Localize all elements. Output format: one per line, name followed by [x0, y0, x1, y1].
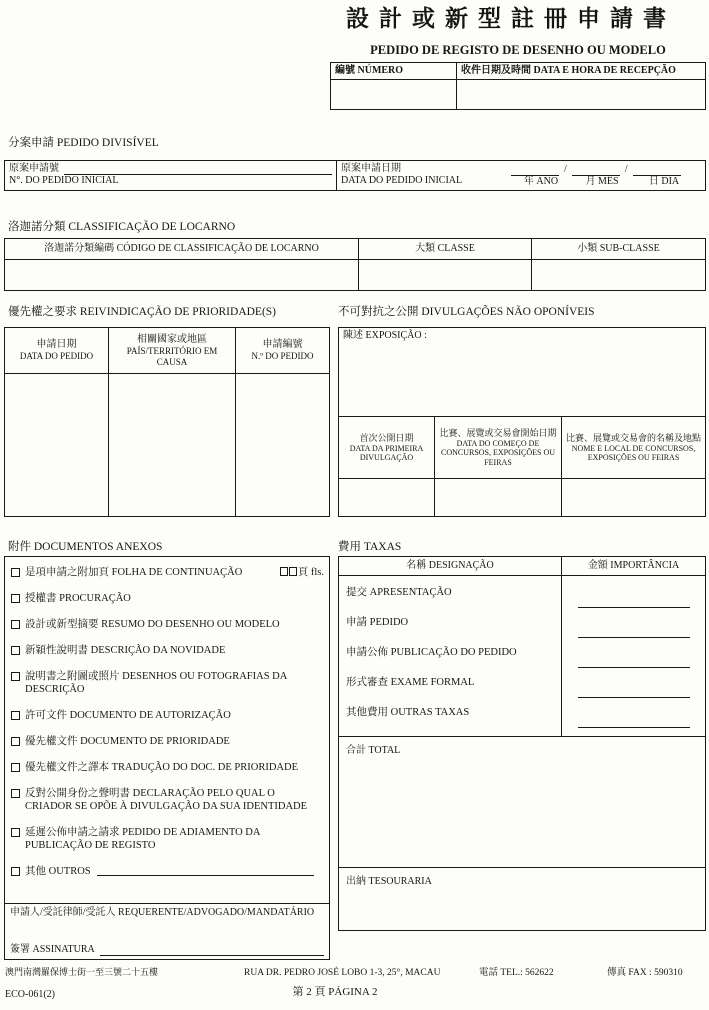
fee-amount-pedido-field[interactable]	[578, 627, 690, 638]
assinatura-field[interactable]	[100, 945, 324, 956]
anexo-item-prioridade	[11, 735, 324, 748]
anexo-item-procuracao	[11, 592, 324, 605]
fee-item-publicacao: 申請公佈 PUBLICAÇÃO DO PEDIDO	[346, 647, 517, 658]
fee-amount-slot	[562, 578, 705, 608]
outros-field[interactable]	[97, 865, 314, 876]
anexo-label: 反對公開身份之聲明書 DECLARAÇÃO PELO QUAL O CRIADOR SE OPÕE À DIVULGAÇÃO DA SUA IDENTIDADE	[25, 788, 308, 812]
locarno-subclasse-label: 小類 SUB-CLASSE	[577, 243, 660, 254]
prioridade-table	[4, 327, 330, 517]
checkbox-outros[interactable]	[11, 867, 20, 876]
requerente-box	[4, 903, 330, 960]
anexo-item-adiamento	[11, 826, 324, 852]
divulgacoes-col-primeira-zh: 首次公開日期	[359, 432, 414, 443]
form-title-pt: PEDIDO DE REGISTO DE DESENHO OU MODELO	[370, 43, 666, 57]
data-inicial-ano-field[interactable]	[511, 165, 559, 176]
anexo-item-novidade	[11, 644, 324, 657]
exposicao-area[interactable]	[339, 328, 705, 416]
anexos-heading: 附件 DOCUMENTOS ANEXOS	[8, 541, 163, 553]
nome-local-field[interactable]	[562, 479, 705, 516]
divulgacoes-col-primeira-pt: DATA DA PRIMEIRA DIVULGAÇÃO	[349, 443, 424, 462]
prioridade-col-numero-pt: N.º DO PEDIDO	[251, 351, 314, 361]
fee-amount-slot	[562, 608, 705, 638]
anexo-item-traducao	[11, 761, 324, 774]
anexo-item-autorizacao	[11, 709, 324, 722]
footer-address-pt: RUA DR. PEDRO JOSÉ LOBO 1-3, 25°, MACAU	[244, 968, 441, 978]
designacao-header: 名稱 DESIGNAÇÃO	[339, 557, 562, 575]
prioridade-col-data-zh: 申請日期	[36, 339, 77, 350]
fee-names-column	[339, 576, 562, 736]
checkbox-desenhos-fotografias[interactable]	[11, 672, 20, 681]
mes-label: 月 MÊS	[585, 176, 619, 187]
anexo-label: 優先權文件 DOCUMENTO DE PRIORIDADE	[25, 736, 230, 747]
anexo-item-outros	[11, 865, 324, 878]
data-inicial-label-pt: DATA DO PEDIDO INICIAL	[341, 175, 463, 186]
fee-item-pedido: 申請 PEDIDO	[346, 617, 409, 628]
prioridade-col-pais	[109, 328, 236, 373]
total-section[interactable]	[339, 737, 705, 868]
primeira-divulgacao-field[interactable]	[339, 479, 435, 516]
locarno-codigo-field[interactable]	[5, 260, 359, 290]
comeco-concursos-field[interactable]	[435, 479, 562, 516]
form-title-zh: 設計或新型註冊申請書	[346, 6, 676, 31]
locarno-table	[4, 238, 706, 291]
fee-amount-slot	[562, 698, 705, 728]
divulgacoes-col-nome-local	[562, 417, 705, 478]
checkbox-procuracao[interactable]	[11, 594, 20, 603]
data-inicial-mes-field[interactable]	[572, 165, 620, 176]
prioridade-col-pais-zh: 相關國家或地區	[137, 333, 207, 345]
ano-label: 年 ANO	[523, 176, 559, 187]
prioridade-pais-field[interactable]	[109, 374, 236, 516]
prioridade-col-data-pt: DATA DO PEDIDO	[19, 351, 94, 361]
fee-amount-publicacao-field[interactable]	[578, 657, 690, 668]
locarno-subclasse-field[interactable]	[532, 260, 705, 290]
reception-numero-label: 編號 NÚMERO	[331, 63, 457, 79]
fee-item-apresentacao: 提交 APRESENTAÇÃO	[346, 587, 452, 598]
fee-amount-outras-field[interactable]	[578, 717, 690, 728]
anexo-label: 許可文件 DOCUMENTO DE AUTORIZAÇÃO	[25, 710, 231, 721]
checkbox-adiamento-publicacao[interactable]	[11, 828, 20, 837]
fee-item-exame-formal: 形式審查 EXAME FORMAL	[346, 677, 475, 688]
footer-page-number: 第 2 頁 PÁGINA 2	[292, 986, 378, 998]
total-label: 合計 TOTAL	[346, 745, 401, 756]
pages-count-box[interactable]	[280, 567, 288, 576]
exposicao-label: 陳述 EXPOSIÇÃO :	[343, 330, 427, 341]
date-separator: /	[624, 164, 628, 175]
checkbox-doc-autorizacao[interactable]	[11, 711, 20, 720]
divisivel-heading: 分案申請 PEDIDO DIVISÍVEL	[8, 137, 159, 149]
divulgacoes-table	[338, 327, 706, 517]
pages-count	[280, 566, 324, 579]
prioridade-col-numero-zh: 申請編號	[262, 339, 303, 350]
divulgacoes-col-nome-local-pt: NOME E LOCAL DE CONCURSOS, EXPOSIÇÕES OU FEIRAS	[571, 443, 696, 462]
date-separator: /	[564, 164, 567, 175]
anexo-item-desenhos	[11, 670, 324, 696]
taxas-table	[338, 556, 706, 931]
reception-numero-field[interactable]	[331, 80, 457, 109]
tesouraria-label: 出納 TESOURARIA	[346, 876, 432, 887]
footer-form-code: ECO-061(2)	[5, 989, 55, 1000]
pages-count-box[interactable]	[289, 567, 297, 576]
footer-fax: 傳真 FAX : 590310	[607, 968, 683, 978]
prioridade-col-data	[5, 328, 109, 373]
prioridade-col-pais-pt: PAÍS/TERRITÓRIO EM CAUSA	[126, 345, 218, 367]
locarno-codigo-label: 洛迦諾分類編碼 CÓDIGO DE CLASSIFICAÇÃO DE LOCARNO	[5, 239, 359, 259]
checkbox-folha-continuacao[interactable]	[11, 568, 20, 577]
anexo-label: 說明書之附圖或照片 DESENHOS OU FOTOGRAFIAS DA DESCRIÇÃO	[25, 671, 287, 695]
tesouraria-section[interactable]	[339, 868, 705, 930]
checkbox-traducao-prioridade[interactable]	[11, 763, 20, 772]
footer-tel: 電話 TEL.: 562622	[479, 968, 554, 978]
reception-datetime-label: 收件日期及時間 DATA E HORA DE RECEPÇÃO	[461, 65, 676, 76]
fee-item-outras: 其他費用 OUTRAS TAXAS	[346, 707, 470, 718]
fee-amount-slot	[562, 668, 705, 698]
divulgacoes-col-comeco-zh: 比賽、展覽或交易會開始日期	[439, 427, 557, 438]
fee-amount-exame-field[interactable]	[578, 687, 690, 698]
divulgacoes-col-comeco-pt: DATA DO COMEÇO DE CONCURSOS, EXPOSIÇÕES OU FEIRAS	[440, 438, 556, 467]
reception-table	[330, 62, 706, 110]
divulgacoes-col-primeira	[339, 417, 435, 478]
divulgacoes-col-nome-local-zh: 比賽、展覽或交易會的名稱及地點	[565, 432, 701, 443]
locarno-heading: 洛迦諾分類 CLASSIFICAÇÃO DE LOCARNO	[8, 221, 236, 233]
assinatura-label: 簽署 ASSINATURA	[10, 944, 95, 955]
locarno-classe-label: 大類 CLASSE	[359, 239, 532, 259]
anexo-label: 授權書 PROCURAÇÃO	[25, 593, 131, 604]
checkbox-doc-prioridade[interactable]	[11, 737, 20, 746]
divulgacoes-heading: 不可對抗之公開 DIVULGAÇÕES NÃO OPONÍVEIS	[338, 306, 595, 318]
reception-datetime-field[interactable]	[457, 80, 705, 109]
footer-address-zh: 澳門南灣羅保博士街一至三號二十五樓	[5, 967, 159, 977]
checkbox-resumo[interactable]	[11, 620, 20, 629]
prioridade-col-numero	[236, 328, 329, 373]
numero-inicial-label-pt: N°. DO PEDIDO INICIAL	[9, 175, 119, 186]
fee-amount-slot	[562, 638, 705, 668]
importancia-header: 金額 IMPORTÂNCIA	[587, 560, 680, 571]
anexo-label: 優先權文件之譯本 TRADUÇÃO DO DOC. DE PRIORIDADE	[25, 762, 298, 773]
numero-inicial-field[interactable]	[64, 164, 332, 175]
divulgacoes-col-comeco	[435, 417, 562, 478]
data-inicial-dia-field[interactable]	[633, 165, 681, 176]
anexo-label: 其他 OUTROS	[25, 866, 91, 877]
prioridade-heading: 優先權之要求 REIVINDICAÇÃO DE PRIORIDADE(S)	[8, 306, 277, 318]
anexo-label: 新穎性說明書 DESCRIÇÃO DA NOVIDADE	[25, 645, 226, 656]
checkbox-declaracao-identidade[interactable]	[11, 789, 20, 798]
dia-label: 日 DIA	[648, 176, 680, 187]
divisivel-table	[4, 160, 706, 191]
anexo-item-resumo	[11, 618, 324, 631]
taxas-heading: 費用 TAXAS	[338, 541, 402, 553]
checkbox-descricao-novidade[interactable]	[11, 646, 20, 655]
anexo-label: 是項申請之附加頁 FOLHA DE CONTINUAÇÃO	[25, 567, 243, 578]
anexo-item-declaracao-identidade	[11, 787, 324, 813]
fee-amounts-column	[562, 576, 705, 736]
numero-inicial-label-zh: 原案申請號	[9, 163, 59, 174]
requerente-label: 申請人/受託律師/受託人 REQUERENTE/ADVOGADO/MANDATÁRIO	[10, 907, 315, 918]
pages-suffix-label: 頁 fls.	[297, 567, 324, 578]
anexo-item-folha-continuacao	[11, 566, 324, 579]
anexos-box	[4, 556, 330, 904]
data-inicial-label-zh: 原案申請日期	[341, 163, 401, 174]
locarno-classe-field[interactable]	[359, 260, 532, 290]
prioridade-numero-field[interactable]	[236, 374, 329, 516]
fee-amount-apresentacao-field[interactable]	[578, 597, 690, 608]
anexo-label: 延遲公佈申請之請求 PEDIDO DE ADIAMENTO DA PUBLICAÇÃO DE REGISTO	[25, 827, 260, 851]
prioridade-data-field[interactable]	[5, 374, 109, 516]
anexo-label: 設計或新型摘要 RESUMO DO DESENHO OU MODELO	[25, 619, 280, 630]
